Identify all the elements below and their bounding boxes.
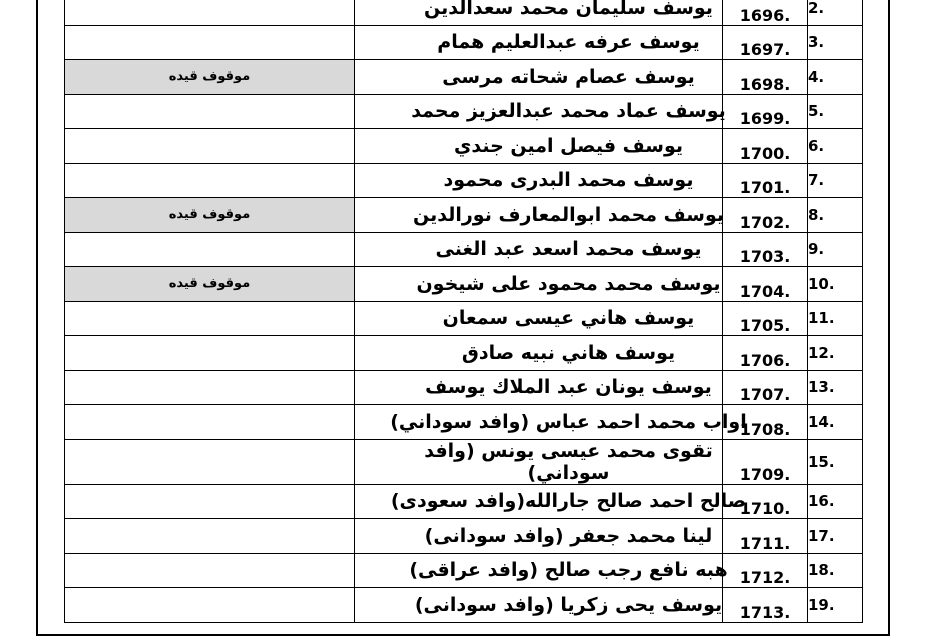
student-roster-table (64, 0, 863, 623)
student-name: يوسف سليمان محمد سعدالدين (424, 0, 713, 19)
seat-number-cell: 1710. (723, 484, 808, 519)
status-cell: موقوف قيده (65, 198, 355, 233)
status-cell (65, 405, 355, 440)
student-name-cell (355, 94, 726, 129)
row-number-cell: 10. (808, 267, 863, 302)
student-name-cell (355, 484, 747, 519)
student-name-cell (355, 588, 723, 623)
row-number-cell: 6. (808, 129, 863, 164)
seat-number-cell: 1697. (723, 25, 808, 60)
status-cell (65, 553, 355, 588)
status-cell (65, 0, 355, 25)
student-name-cell (355, 301, 723, 336)
row-number-cell: 14. (808, 405, 863, 440)
table-row (65, 25, 863, 60)
seat-number-cell: 1698. (723, 60, 808, 95)
status-cell (65, 232, 355, 267)
student-name-cell (355, 267, 723, 302)
row-number-cell: 9. (808, 232, 863, 267)
row-number-cell: 8. (808, 198, 863, 233)
seat-number-cell: 1701. (723, 163, 808, 198)
seat-number-cell: 1706. (723, 336, 808, 371)
table-row (65, 484, 863, 519)
table-row (65, 405, 863, 440)
student-name: يوسف محمد ابوالمعارف نورالدين (412, 203, 725, 226)
student-name: اواب محمد احمد عباس (وافد سوداني) (390, 410, 747, 433)
row-number-cell: 5. (808, 94, 863, 129)
status-cell (65, 484, 355, 519)
status-cell (65, 94, 355, 129)
seat-number-cell: 1711. (723, 519, 808, 554)
table-row (65, 336, 863, 371)
student-name-cell (355, 405, 747, 440)
student-name: تقوى محمد عيسى يونس (وافد سوداني) (424, 439, 713, 484)
table-row (65, 370, 863, 405)
row-number-cell: 2. (808, 0, 863, 25)
student-name-cell (355, 0, 723, 25)
row-number-cell: 11. (808, 301, 863, 336)
student-name-cell (355, 370, 723, 405)
table-row (65, 232, 863, 267)
status-cell (65, 336, 355, 371)
roster-body (65, 0, 863, 622)
table-row (65, 129, 863, 164)
status-cell: موقوف قيده (65, 60, 355, 95)
student-name: يوسف هاني نبيه صادق (461, 341, 676, 364)
row-number-cell: 18. (808, 553, 863, 588)
status-cell (65, 519, 355, 554)
status-cell (65, 129, 355, 164)
table-row (65, 553, 863, 588)
student-name: يوسف عصام شحاته مرسى (442, 65, 695, 88)
table-row (65, 439, 863, 484)
table-row (65, 588, 863, 623)
seat-number-cell: 1702. (723, 198, 808, 233)
seat-number-cell: 1705. (723, 301, 808, 336)
student-name: يوسف فيصل امين جندي (453, 134, 684, 157)
status-cell (65, 163, 355, 198)
status-cell: موقوف قيده (65, 267, 355, 302)
status-cell (65, 588, 355, 623)
status-cell (65, 301, 355, 336)
student-name-cell (355, 232, 723, 267)
student-name-cell (355, 439, 723, 484)
status-cell (65, 370, 355, 405)
status-cell (65, 439, 355, 484)
seat-number-cell: 1700. (723, 129, 808, 164)
table-row (65, 519, 863, 554)
seat-number-cell: 1704. (723, 267, 808, 302)
student-name: يوسف يونان عبد الملاك يوسف (425, 376, 712, 399)
student-name: يوسف محمد اسعد عبد الغنى (435, 238, 702, 261)
row-number-cell: 19. (808, 588, 863, 623)
student-name: يوسف عرفه عبدالعليم همام (437, 31, 700, 54)
seat-number-cell: 1713. (723, 588, 808, 623)
row-number-cell: 12. (808, 336, 863, 371)
student-name-cell (355, 25, 723, 60)
student-name-cell (355, 163, 723, 198)
table-row (65, 0, 863, 25)
row-number-cell: 17. (808, 519, 863, 554)
student-name-cell (355, 336, 723, 371)
table-row (65, 267, 863, 302)
seat-number-cell: 1712. (723, 553, 808, 588)
student-name: يوسف عماد محمد عبدالعزيز محمد (411, 100, 726, 123)
seat-number-cell: 1709. (723, 439, 808, 484)
student-name: يوسف هاني عيسى سمعان (442, 307, 695, 330)
student-name-cell (355, 60, 723, 95)
status-cell (65, 25, 355, 60)
student-name: صالح احمد صالح جارالله(وافد سعودى) (390, 490, 747, 513)
seat-number-cell: 1703. (723, 232, 808, 267)
table-row (65, 163, 863, 198)
table-row (65, 94, 863, 129)
row-number-cell: 4. (808, 60, 863, 95)
student-name-cell (355, 198, 723, 233)
seat-number-cell: 1708. (723, 405, 808, 440)
student-name-cell (355, 553, 728, 588)
row-number-cell: 16. (808, 484, 863, 519)
student-name: هبه نافع رجب صالح (وافد عراقى) (409, 559, 728, 582)
row-number-cell: 7. (808, 163, 863, 198)
seat-number-cell: 1699. (723, 94, 808, 129)
row-number-cell: 15. (808, 439, 863, 484)
seat-number-cell: 1696. (723, 0, 808, 25)
student-name: يوسف يحى زكريا (وافد سودانى) (414, 593, 723, 616)
table-row (65, 60, 863, 95)
student-name: يوسف محمد البدرى محمود (443, 169, 694, 192)
table-row (65, 301, 863, 336)
seat-number-cell: 1707. (723, 370, 808, 405)
student-name-cell (355, 129, 723, 164)
student-name: يوسف محمد محمود على شيخون (416, 272, 721, 295)
row-number-cell: 13. (808, 370, 863, 405)
table-row (65, 198, 863, 233)
student-name: لينا محمد جعفر (وافد سودانى) (424, 524, 713, 547)
row-number-cell: 3. (808, 25, 863, 60)
student-name-cell (355, 519, 723, 554)
